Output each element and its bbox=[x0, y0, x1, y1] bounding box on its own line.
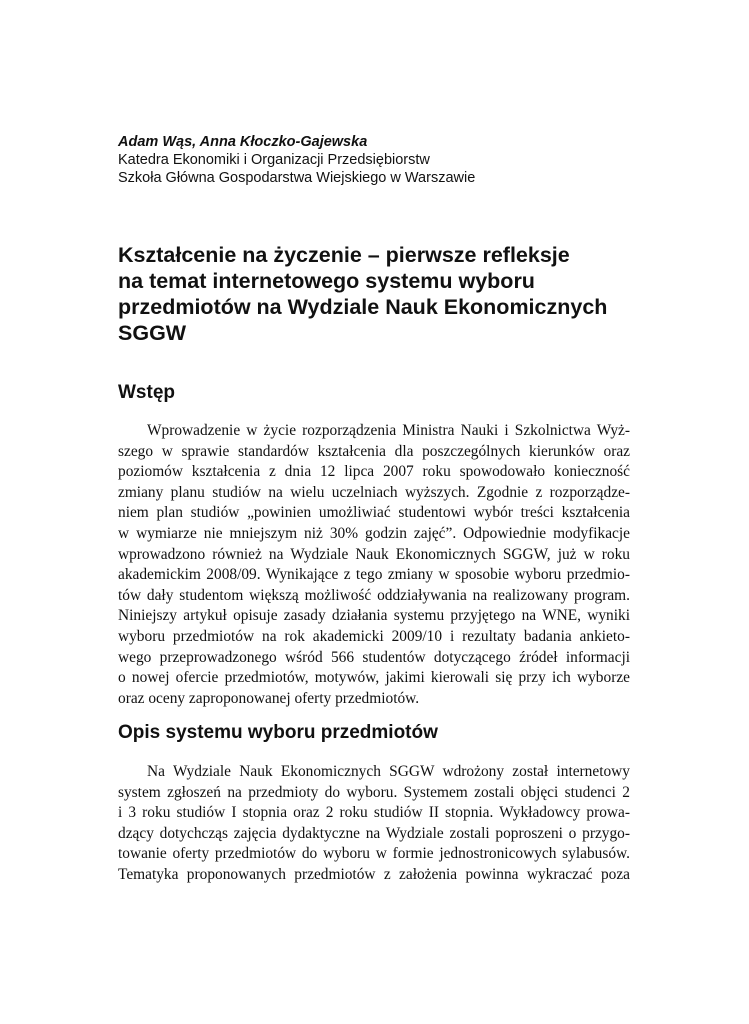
paragraph-line: o nowej ofercie przedmiotów, motywów, jakimi kierowali się przy ich wyborze bbox=[118, 669, 630, 687]
paragraph-line: wprowadzono również na Wydziale Nauk Ekonomicznych SGGW, już w roku bbox=[118, 545, 630, 563]
section-heading-introduction: Wstęp bbox=[118, 382, 175, 403]
title-line: na temat internetowego systemu wyboru bbox=[118, 269, 535, 293]
paragraph-line: szego w sprawie standardów kształcenia dla poszczególnych kierunków oraz bbox=[118, 442, 630, 460]
paragraph-line: Tematyka proponowanych przedmiotów z założenia powinna wykraczać poza bbox=[118, 865, 630, 883]
title-line: SGGW bbox=[118, 321, 187, 345]
paragraph-line: wego przeprowadzonego wśród 566 studentów dotyczącego źródeł informacji bbox=[118, 648, 630, 666]
author-names: Adam Wąs, Anna Kłoczko-Gajewska bbox=[118, 134, 368, 150]
paragraph-line: Na Wydziale Nauk Ekonomicznych SGGW wdrożony został internetowy bbox=[147, 763, 630, 780]
paragraph-line: towanie oferty przedmiotów do wyboru w formie jednostronicowych sylabusów. bbox=[118, 845, 630, 863]
paragraph-line: i 3 roku studiów I stopnia oraz 2 roku studiów II stopnia. Wykładowcy prowa- bbox=[118, 804, 630, 822]
paragraph-line: Wprowadzenie w życie rozporządzenia Ministra Nauki i Szkolnictwa Wyż- bbox=[147, 422, 630, 439]
affiliation-university: Szkoła Główna Gospodarstwa Wiejskiego w Warszawie bbox=[118, 170, 476, 186]
paragraph-line: poziomów kształcenia z dnia 12 lipca 2007 roku spowodowało konieczność bbox=[118, 463, 630, 481]
paragraph-line: tów dały studentom większą możliwość oddziaływania na realizowany program. bbox=[118, 586, 630, 604]
title-line: Kształcenie na życzenie – pierwsze refleksje bbox=[118, 243, 570, 267]
system-description-paragraph bbox=[118, 762, 630, 886]
paragraph-line: wyboru przedmiotów na rok akademicki 2009/10 i rezultaty badania ankieto- bbox=[118, 627, 630, 645]
paragraph-line: dzący dotychcząs zajęcia dydaktyczne na Wydziale zostali poproszeni o przygo- bbox=[118, 824, 630, 842]
paragraph-line: Niniejszy artykuł opisuje zasady działania systemu przyjętego na WNE, wyniki bbox=[118, 607, 630, 625]
title-line: przedmiotów na Wydziale Nauk Ekonomicznych bbox=[118, 295, 608, 319]
section-heading-system-description: Opis systemu wyboru przedmiotów bbox=[118, 722, 438, 743]
paragraph-line: system zgłoszeń na przedmioty do wyboru. Systemem zostali objęci studenci 2 bbox=[118, 783, 630, 801]
affiliation-department: Katedra Ekonomiki i Organizacji Przedsiębiorstw bbox=[118, 152, 430, 168]
author-block bbox=[118, 133, 475, 187]
paper-title bbox=[118, 242, 658, 346]
introduction-paragraph bbox=[118, 421, 630, 709]
paragraph-line: niem plan studiów „powinien umożliwiać studentowi wybór treści kształcenia bbox=[118, 504, 630, 522]
paragraph-line: oraz oceny zaproponowanej oferty przedmiotów. bbox=[118, 689, 420, 707]
paragraph-line: w wymiarze nie mniejszym niż 30% godzin zajęć”. Odpowiednie modyfikacje bbox=[118, 524, 630, 542]
paragraph-line: akademickim 2008/09. Wynikające z tego zmiany w sposobie wyboru przedmio- bbox=[118, 566, 630, 584]
paragraph-line: zmiany planu studiów na wielu uczelniach wyższych. Zgodnie z rozporządze- bbox=[118, 483, 630, 501]
